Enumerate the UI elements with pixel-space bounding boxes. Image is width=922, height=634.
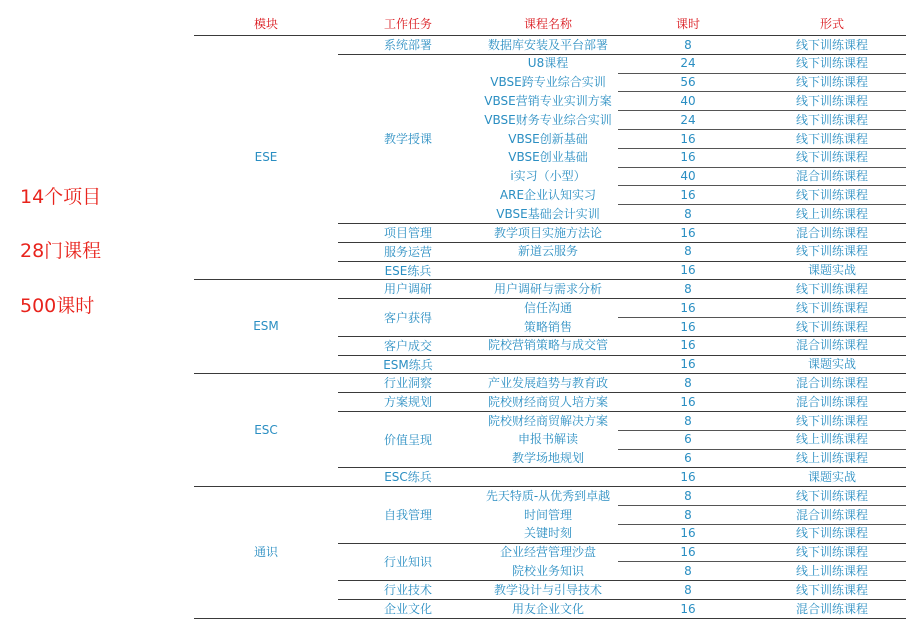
hours-cell: 8 bbox=[684, 206, 692, 221]
stat-courses: 28门课程 bbox=[20, 240, 102, 262]
course-name-cell: 先天特质-从优秀到卓越 bbox=[485, 488, 611, 503]
header-module: 模块 bbox=[253, 17, 278, 31]
hours-cell: 16 bbox=[680, 545, 696, 560]
form-cell: 混合训练课程 bbox=[795, 338, 868, 353]
hours-cell: 16 bbox=[680, 131, 696, 146]
course-name-cell: ARE企业认知实习 bbox=[499, 187, 597, 202]
header-hours: 课时 bbox=[675, 17, 700, 31]
form-cell: 混合训练课程 bbox=[795, 507, 868, 522]
form-cell: 线下训练课程 bbox=[795, 187, 868, 202]
form-cell: 混合训练课程 bbox=[795, 394, 868, 409]
task-cell: ESM练兵 bbox=[383, 357, 433, 372]
course-name-cell: VBSE创业基础 bbox=[508, 150, 588, 165]
form-cell: 线下训练课程 bbox=[795, 150, 868, 165]
course-name-cell: 院校财经商贸解决方案 bbox=[487, 413, 608, 428]
task-cell: 客户获得 bbox=[383, 310, 432, 325]
hours-cell: 8 bbox=[684, 582, 692, 597]
form-cell: 线下训练课程 bbox=[795, 545, 868, 560]
task-cell: 企业文化 bbox=[383, 601, 432, 616]
task-cell: 方案规划 bbox=[383, 395, 432, 410]
form-cell: 线上训练课程 bbox=[795, 206, 868, 221]
module-cell: ESM bbox=[253, 319, 279, 334]
form-cell: 线下训练课程 bbox=[795, 281, 868, 296]
hours-cell: 56 bbox=[680, 75, 696, 90]
form-cell: 线上训练课程 bbox=[795, 563, 868, 578]
course-name-cell: VBSE财务专业综合实训 bbox=[484, 112, 612, 127]
hours-cell: 16 bbox=[680, 187, 696, 202]
hours-cell: 24 bbox=[680, 56, 696, 71]
task-cell: 用户调研 bbox=[383, 282, 432, 297]
course-name-cell: 教学设计与引导技术 bbox=[493, 582, 602, 597]
hours-cell: 8 bbox=[684, 375, 692, 390]
hours-cell: 16 bbox=[680, 225, 696, 240]
form-cell: 线下训练课程 bbox=[795, 300, 868, 315]
form-cell: 线下训练课程 bbox=[795, 75, 868, 90]
course-name-cell: 新道云服务 bbox=[517, 244, 578, 259]
hours-cell: 16 bbox=[680, 469, 696, 484]
form-cell: 线下训练课程 bbox=[795, 488, 868, 503]
form-cell: 线下训练课程 bbox=[795, 526, 868, 541]
hours-cell: 8 bbox=[684, 507, 692, 522]
course-table bbox=[194, 0, 906, 634]
task-cell: 教学授课 bbox=[383, 131, 432, 146]
course-name-cell: 教学场地规划 bbox=[511, 451, 584, 466]
form-cell: 课题实战 bbox=[807, 469, 856, 484]
course-name-cell bbox=[478, 355, 618, 374]
form-cell: 课题实战 bbox=[807, 357, 856, 372]
form-cell: 线上训练课程 bbox=[795, 432, 868, 447]
hours-cell: 6 bbox=[684, 451, 692, 466]
hours-cell: 8 bbox=[684, 413, 692, 428]
module-cell: 通识 bbox=[253, 545, 278, 559]
hours-cell: 16 bbox=[680, 357, 696, 372]
course-name-cell bbox=[478, 261, 618, 280]
form-cell: 混合训练课程 bbox=[795, 169, 868, 184]
task-cell: 行业洞察 bbox=[383, 376, 432, 391]
task-cell: 项目管理 bbox=[383, 225, 432, 240]
course-name-cell: 教学项目实施方法论 bbox=[493, 225, 602, 240]
module-cell: ESE bbox=[254, 150, 278, 165]
course-name-cell: 申报书解读 bbox=[517, 432, 578, 447]
form-cell: 线下训练课程 bbox=[795, 56, 868, 71]
form-cell: 线下训练课程 bbox=[795, 112, 868, 127]
form-cell: 线下训练课程 bbox=[795, 37, 868, 52]
hours-cell: 8 bbox=[684, 563, 692, 578]
header-form: 形式 bbox=[819, 17, 844, 31]
course-name-cell: i实习（小型） bbox=[510, 169, 586, 184]
form-cell: 线下训练课程 bbox=[795, 582, 868, 597]
form-cell: 课题实战 bbox=[807, 263, 856, 278]
course-name-cell: VBSE创新基础 bbox=[508, 131, 588, 146]
course-name-cell: 用友企业文化 bbox=[511, 601, 584, 616]
course-name-cell: VBSE营销专业实训方案 bbox=[484, 93, 612, 108]
form-cell: 混合训练课程 bbox=[795, 601, 868, 616]
task-cell: 服务运营 bbox=[383, 244, 432, 259]
hours-cell: 40 bbox=[680, 169, 696, 184]
course-name-cell: 关键时刻 bbox=[523, 526, 572, 541]
hours-cell: 16 bbox=[680, 394, 696, 409]
hours-cell: 40 bbox=[680, 93, 696, 108]
form-cell: 线下训练课程 bbox=[795, 131, 868, 146]
form-cell: 线下训练课程 bbox=[795, 244, 868, 259]
course-name-cell: U8课程 bbox=[527, 56, 569, 71]
header-course: 课程名称 bbox=[523, 17, 572, 31]
hours-cell: 8 bbox=[684, 281, 692, 296]
hours-cell: 16 bbox=[680, 319, 696, 334]
hours-cell: 8 bbox=[684, 488, 692, 503]
hours-cell: 16 bbox=[680, 263, 696, 278]
course-name-cell: 院校业务知识 bbox=[511, 563, 584, 578]
hours-cell: 16 bbox=[680, 300, 696, 315]
course-name-cell: 策略销售 bbox=[523, 319, 572, 334]
course-name-cell: 产业发展趋势与教育政 bbox=[487, 375, 608, 390]
module-cell: ESC bbox=[254, 422, 278, 437]
course-name-cell: 数据库安装及平台部署 bbox=[487, 37, 608, 52]
task-cell: 自我管理 bbox=[383, 507, 432, 522]
stat-hours: 500课时 bbox=[20, 295, 95, 317]
task-cell: 客户成交 bbox=[383, 338, 432, 353]
hours-cell: 16 bbox=[680, 150, 696, 165]
hours-cell: 6 bbox=[684, 432, 692, 447]
course-name-cell: 时间管理 bbox=[523, 507, 572, 522]
task-cell: ESC练兵 bbox=[384, 470, 432, 485]
course-name-cell bbox=[478, 468, 618, 487]
form-cell: 混合训练课程 bbox=[795, 225, 868, 240]
task-cell: 价值呈现 bbox=[383, 432, 432, 447]
course-name-cell: 信任沟通 bbox=[523, 300, 572, 315]
form-cell: 线上训练课程 bbox=[795, 451, 868, 466]
task-cell: 行业技术 bbox=[383, 583, 432, 598]
course-name-cell: 企业经营管理沙盘 bbox=[499, 545, 596, 560]
hours-cell: 24 bbox=[680, 112, 696, 127]
course-name-cell: VBSE跨专业综合实训 bbox=[490, 75, 606, 90]
hours-cell: 16 bbox=[680, 526, 696, 541]
course-name-cell: VBSE基础会计实训 bbox=[496, 206, 600, 221]
form-cell: 线下训练课程 bbox=[795, 413, 868, 428]
hours-cell: 16 bbox=[680, 338, 696, 353]
hours-cell: 8 bbox=[684, 244, 692, 259]
form-cell: 线下训练课程 bbox=[795, 319, 868, 334]
summary-stats bbox=[16, 0, 186, 634]
task-cell: ESE练兵 bbox=[384, 263, 432, 278]
form-cell: 混合训练课程 bbox=[795, 375, 868, 390]
course-name-cell: 院校营销策略与成交管 bbox=[487, 338, 608, 353]
row-divider bbox=[194, 618, 906, 619]
task-cell: 行业知识 bbox=[383, 554, 432, 569]
header-task: 工作任务 bbox=[383, 17, 432, 31]
hours-cell: 16 bbox=[680, 601, 696, 616]
form-cell: 线下训练课程 bbox=[795, 93, 868, 108]
task-cell: 系统部署 bbox=[383, 37, 432, 52]
course-name-cell: 用户调研与需求分析 bbox=[493, 281, 602, 296]
course-name-cell: 院校财经商贸人培方案 bbox=[487, 394, 608, 409]
stat-projects: 14个项目 bbox=[20, 186, 102, 208]
hours-cell: 8 bbox=[684, 37, 692, 52]
